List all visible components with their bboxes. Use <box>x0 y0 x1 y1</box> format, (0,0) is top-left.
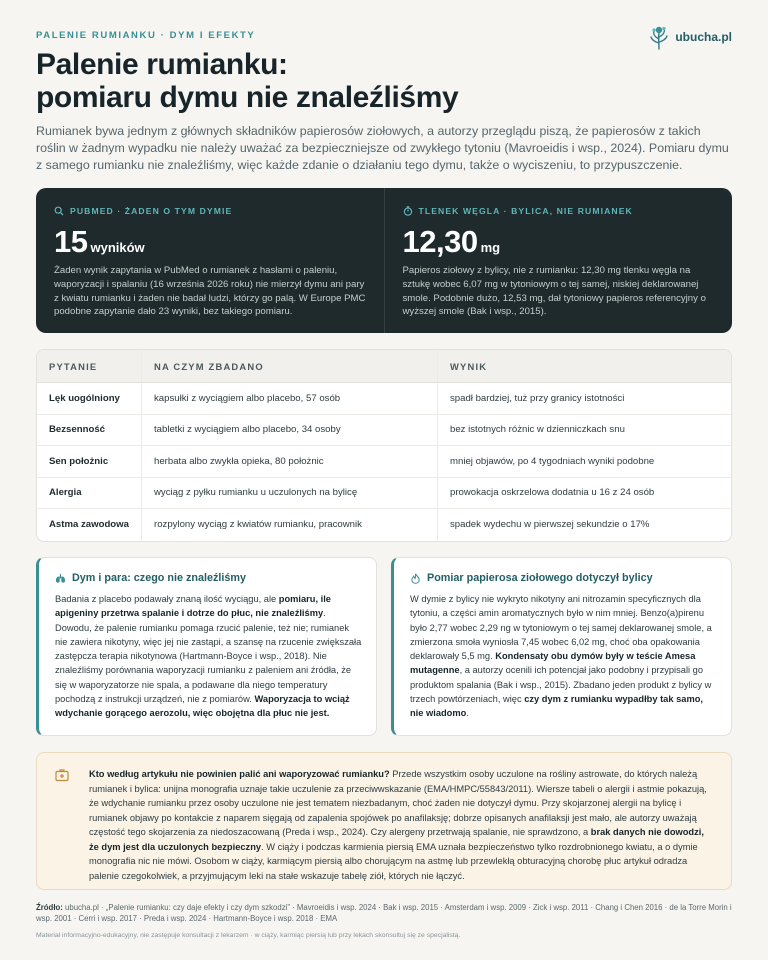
stat-label: PUBMED · ŻADEN O TYM DYMIE <box>70 206 233 216</box>
table-row <box>37 478 731 510</box>
stat-pubmed <box>36 188 384 333</box>
box-title: Dym i para: czego nie znaleźliśmy <box>72 572 247 584</box>
lungs-icon <box>55 573 66 584</box>
kicker: PALENIE RUMIANKU · DYM I EFEKTY <box>36 30 256 41</box>
column-header: WYNIK <box>437 350 731 382</box>
bold-run: Kto według artykułu nie powinien palić ani waporyzować rumianku? <box>89 769 390 779</box>
stat-number: 15 <box>54 224 88 259</box>
table-row <box>37 383 731 415</box>
herbal-cigarette-box <box>391 557 732 736</box>
chamomile-logo-icon <box>649 24 669 50</box>
table-row <box>37 509 731 541</box>
bold-run: brak danych nie dowodzi, że dym jest dla uczulonych bezpieczny <box>89 827 704 852</box>
sources <box>36 902 736 924</box>
disclaimer: Materiał informacyjno-edukacyjny, nie zastępuje konsultacji z lekarzem · w ciąży, karmiąc piersią lub przy lekach skonsultuj się ze specjalistą. <box>36 932 461 939</box>
text-run: , a autorzy ocenili ich potencjał jako podobny i przypisali go produktom spalania (Bak i wsp., 2015). Zbadano jeden produkt z bylicy w trzech powtórzeniach, więc <box>410 665 712 705</box>
brand-name: ubucha.pl <box>675 30 732 44</box>
page-title <box>36 48 676 114</box>
table-cell: Astma zawodowa <box>49 519 129 531</box>
table-row <box>37 446 731 478</box>
box-text <box>55 592 362 721</box>
table-cell: Alergia <box>49 487 82 499</box>
table-cell: Lęk uogólniony <box>49 392 120 404</box>
lead-paragraph: Rumianek bywa jednym z głównych składników papierosów ziołowych, a autorzy przeglądu piszą, że papierosów z takich roślin w żadnym wypadku nie należy uważać za bezpieczniejsze od zwykłego tytoniu (Mavroeidis i wsp., 2024). Pomiaru dymu z samego rumianku nie znaleźliśmy, więc każde zdanie o działaniu tego dymu, także o wyciszeniu, to przypuszczenie. <box>36 124 729 173</box>
table-cell: spadł bardziej, tuż przy granicy istotności <box>437 383 731 414</box>
text-run: . Dowodu, że palenie rumianku pomaga rzucić palenie, też nie; rumianek nie zawiera nikotyny, więc jej nie zastąpi, a szansę na rzucenie zwiększała zastępcza terapia nikotynowa (Hartmann-Boyce i wsp., 2018). Nie znaleźliśmy porównania waporyzacji rumianku z paleniem ani źródła, że się w waporyzatorze nie spala, a podawane dla niego temperatury pochodzą z instrukcji urządzeń, nie z pomiarów. <box>55 608 362 705</box>
stat-unit: wyników <box>90 240 145 255</box>
table-header <box>37 350 731 383</box>
stats-panel <box>36 188 732 333</box>
stat-description: Żaden wynik zapytania w PubMed o rumianek z hasłami o paleniu, waporyzacji i spalaniu (16 września 2026 roku) nie mierzył dymu ani pary z kwiatu rumianku i żaden nie badał ludzi, którzy go palą. W Europe PMC podobne zapytanie dało 23 wyniki, bez takiego pomiaru. <box>54 265 366 318</box>
smoke-vapor-box <box>36 557 377 736</box>
table-cell: spadek wydechu w pierwszej sekundzie o 17% <box>437 509 731 541</box>
timer-icon <box>403 206 413 216</box>
stat-description: Papieros ziołowy z bylicy, nie z rumianku: 12,30 mg tlenku węgla na sztukę wobec 6,07 mg w tytoniowym o tej samej, niskiej deklarowanej smole. Podobnie dużo, 12,53 mg, dał tytoniowy papieros referencyjny o wyższej smole (Bak i wsp., 2015). <box>402 265 706 318</box>
warning-box <box>36 752 732 890</box>
table-cell: Sen położnic <box>49 455 109 467</box>
brand[interactable] <box>649 24 732 50</box>
title-line-1: Palenie rumianku: <box>36 48 288 81</box>
stat-label: TLENEK WĘGLA · BYLICA, NIE RUMIANEK <box>418 206 633 216</box>
box-title: Pomiar papierosa ziołowego dotyczył bylicy <box>427 572 653 584</box>
bold-run: Kondensaty obu dymów były w teście Amesa mutagenne <box>410 651 696 676</box>
title-line-2: pomiaru dymu nie znaleźliśmy <box>36 81 459 114</box>
text-run: Przede wszystkim osoby uczulone na rośliny astrowate, do których należą rumianek i bylica: unijna monografia uznaje takie uczulenie za przeciwwskazanie (EMA/HMPC/55843/2011). Wiersze tabeli o alergii i astmie pokazują, że wdychanie rumianku przez osoby uczulone nie jest tematem niezbadanym, choć żaden nie dotyczył dymu. Przy skojarzonej alergii na bylicę i rumianek objawy po kontakcie z naparem sięgają od zapalenia spojówek po anafilaksję; dobrze opisanych anafilaksji jest mało, ale autorzy uważają częstość tego skojarzenia za niedoszacowaną (Preda i wsp., 2024). Czy alergeny przetrwają spalanie, nie sprawdzono, a <box>89 769 707 837</box>
sources-label: Źródło: <box>36 903 63 912</box>
bold-run: czy dym z rumianku wypadłby tak samo, nie wiadomo <box>410 694 703 719</box>
column-header: NA CZYM ZBADANO <box>141 350 437 382</box>
warning-text <box>89 767 713 883</box>
text-run: . W ciąży i podczas karmienia piersią EMA uznała bezpieczeństwo tylko rozdrobnionego kwiatu, a o dymie monografia nic nie mówi. Osobom w ciąży, karmiącym piersią albo chorującym na astmę lub przewlekłą obturacyjną chorobę płuc artykuł odradza palenie czegokolwiek, a przyjmującym leki na stałe wskazuje tabelę ziół, których nie łączyć. <box>89 841 698 881</box>
table-cell: bez istotnych różnic w dzienniczkach snu <box>437 415 731 446</box>
table-cell: mniej objawów, po 4 tygodniach wyniki podobne <box>437 446 731 477</box>
table-cell: tabletki z wyciągiem albo placebo, 34 osoby <box>141 415 437 446</box>
table-cell: kapsułki z wyciągiem albo placebo, 57 osób <box>141 383 437 414</box>
flame-icon <box>410 573 421 584</box>
table-cell: herbata albo zwykła opieka, 80 położnic <box>141 446 437 477</box>
table-cell: rozpylony wyciąg z kwiatów rumianku, pracownik <box>141 509 437 541</box>
table-row <box>37 415 731 447</box>
table-cell: prowokacja oskrzelowa dodatnia u 16 z 24 osób <box>437 478 731 509</box>
text-run: W dymie z bylicy nie wykryto nikotyny ani nitrozamin specyficznych dla tytoniu, a części amin aromatycznych było w nim mniej. Benzo(a)pirenu było 2,77 wobec 2,29 ng w tytoniowym o tej samej deklarowanej smole, a zmierzona smoła wyniosła 7,45 wobec 6,02 mg, choć oba opakowania deklarowały 5,5 mg. <box>410 594 712 662</box>
stat-carbon-monoxide <box>384 188 733 333</box>
table-cell: wyciąg z pyłku rumianku u uczulonych na bylicę <box>141 478 437 509</box>
studies-table <box>36 349 732 542</box>
medical-kit-icon <box>55 768 69 782</box>
text-run: . <box>466 708 469 719</box>
text-run: Badania z placebo podawały znaną ilość wyciągu, ale <box>55 594 279 604</box>
sources-list: ubucha.pl · „Palenie rumianku: czy daje efekty i czy dym szkodzi” · Mavroeidis i wsp. 2024 · Bak i wsp. 2015 · Amsterdam i wsp. 2009 · Zick i wsp. 2011 · Chang i Chen 2016 · de la Torre Morin i wsp. 2001 · Cerri i wsp. 2017 · Preda i wsp. 2024 · Hartmann-Boyce i wsp. 2018 · EMA <box>36 903 732 923</box>
box-text <box>410 592 717 721</box>
table-cell: Bezsenność <box>49 424 105 436</box>
search-icon <box>54 206 64 216</box>
bold-run: Waporyzacja to wciąż wdychanie gorącego aerozolu, więc obojętna dla płuc nie jest. <box>55 694 350 719</box>
stat-unit: mg <box>480 240 501 255</box>
column-header: PYTANIE <box>49 360 98 372</box>
stat-number: 12,30 <box>402 224 478 259</box>
bold-run: pomiaru, ile apigeniny przetrwa spalanie i dotrze do płuc, nie znaleźliśmy <box>55 594 331 619</box>
